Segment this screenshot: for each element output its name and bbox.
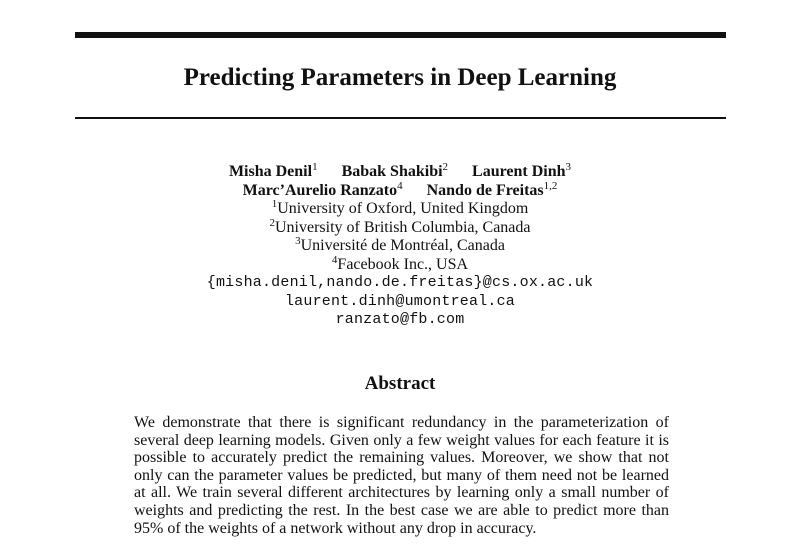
author-block xyxy=(0,163,800,330)
author-line-2 xyxy=(0,179,800,201)
abstract-text: We demonstrate that there is significant redundancy in the parameterization of several deep learning models. Given only a few weight values for each feature it is possible to accurately predict the remaining values. Moreover, we show that not only can the parameter values be predicted, but many of them need not be learned at all. We train several different architectures by learning only a small number of weights and predicting the rest. In the best case we are able to predict more than 95% of the weights of a network without any drop in accuracy. xyxy=(134,414,669,537)
abstract-heading: Abstract xyxy=(364,373,436,394)
affiliation: $^4$Facebook Inc., USA xyxy=(331,253,469,273)
author: Marc’Aurelio Ranzato$^4$ xyxy=(242,179,403,199)
author: Laurent Dinh$^3$ xyxy=(472,161,572,180)
affiliation: $^2$University of British Columbia, Canada xyxy=(269,216,531,236)
title-top-rule xyxy=(75,32,726,38)
author: Babak Shakibi$^2$ xyxy=(341,161,449,180)
affiliation: $^1$University of Oxford, United Kingdom xyxy=(271,198,529,217)
paper-title: Predicting Parameters in Deep Learning xyxy=(183,64,617,91)
author: Misha Denil$^1$ xyxy=(228,161,318,180)
email-line: {misha.denil,nando.de.freitas}@cs.ox.ac.uk xyxy=(206,274,594,291)
email-line: ranzato@fb.com xyxy=(335,311,465,328)
affiliation: $^3$Université de Montréal, Canada xyxy=(295,235,505,254)
author: Nando de Freitas$^{1,2}$ xyxy=(426,179,558,199)
email-line: laurent.dinh@umontreal.ca xyxy=(284,292,516,310)
title-bottom-rule xyxy=(75,117,726,119)
